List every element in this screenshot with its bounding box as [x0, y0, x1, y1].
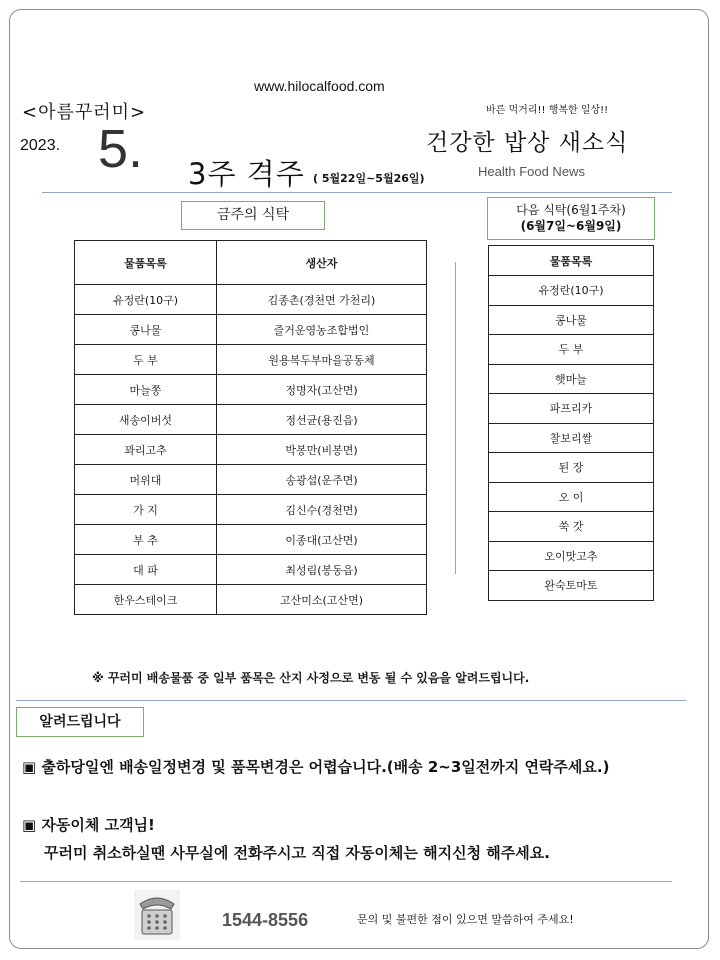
table-row	[75, 435, 427, 465]
producer-cell: 박봉만(비봉면)	[217, 435, 427, 465]
announcement-autopay-title: ▣ 자동이체 고객님!	[22, 816, 155, 834]
item-cell: 두 부	[489, 335, 654, 365]
item-cell: 새송이버섯	[75, 405, 217, 435]
producer-cell: 정명자(고산면)	[217, 375, 427, 405]
website-url[interactable]: www.hilocalfood.com	[254, 78, 385, 94]
table-row	[75, 285, 427, 315]
column-header-items: 물품목록	[489, 246, 654, 276]
table-row	[489, 423, 654, 453]
table-row	[489, 512, 654, 542]
next-week-label	[487, 197, 655, 240]
item-cell: 오 이	[489, 482, 654, 512]
table-row	[75, 315, 427, 345]
item-cell: 된 장	[489, 453, 654, 483]
item-cell: 파프리카	[489, 394, 654, 424]
item-cell: 머위대	[75, 465, 217, 495]
week-dates: ( 5월22일~5월26일)	[313, 172, 425, 185]
item-cell: 콩나물	[489, 305, 654, 335]
producer-cell: 즐거운영농조합법인	[217, 315, 427, 345]
table-row	[489, 482, 654, 512]
column-header-items: 물품목록	[75, 241, 217, 285]
table-row	[489, 453, 654, 483]
item-cell: 부 추	[75, 525, 217, 555]
producer-cell: 김신수(경천면)	[217, 495, 427, 525]
item-cell: 오이맛고추	[489, 541, 654, 571]
table-row	[75, 555, 427, 585]
item-cell: 한우스테이크	[75, 585, 217, 615]
header-divider	[42, 192, 672, 193]
contact-note: 문의 및 불편한 점이 있으면 말씀하여 주세요!	[357, 913, 574, 926]
table-row	[75, 495, 427, 525]
announcements-label: 알려드립니다	[16, 707, 144, 737]
table-row	[75, 585, 427, 615]
this-week-label: 금주의 식탁	[181, 201, 325, 230]
column-header-producer: 생산자	[217, 241, 427, 285]
table-row	[489, 394, 654, 424]
producer-cell: 김종촌(경천면 가천리)	[217, 285, 427, 315]
item-cell: 완숙토마토	[489, 571, 654, 601]
next-week-dates: (6월7일~6월9일)	[520, 219, 622, 233]
next-week-title: 다음 식탁(6월1주차)	[516, 203, 626, 217]
producer-cell: 고산미소(고산면)	[217, 585, 427, 615]
item-cell: 꽈리고추	[75, 435, 217, 465]
table-row	[489, 364, 654, 394]
telephone-icon	[134, 890, 180, 940]
table-row	[75, 405, 427, 435]
producer-cell: 원용복두부마을공동체	[217, 345, 427, 375]
footer-divider	[20, 881, 672, 882]
table-row	[489, 571, 654, 601]
item-cell: 유정란(10구)	[75, 285, 217, 315]
issue-year: 2023.	[20, 137, 61, 154]
table-row	[489, 541, 654, 571]
table-row	[75, 525, 427, 555]
table-row	[489, 305, 654, 335]
table-row	[75, 345, 427, 375]
item-cell: 햇마늘	[489, 364, 654, 394]
notice-divider	[16, 700, 686, 701]
newsletter-subtitle: Health Food News	[478, 164, 585, 179]
this-week-table	[74, 240, 427, 615]
item-cell: 쑥 갓	[489, 512, 654, 542]
issue-month: 5.	[98, 119, 144, 179]
item-cell: 찰보리쌀	[489, 423, 654, 453]
week-title: 3주 격주	[188, 157, 305, 191]
producer-cell: 이종대(고산면)	[217, 525, 427, 555]
item-cell: 두 부	[75, 345, 217, 375]
brand-name: <아름꾸러미>	[22, 102, 147, 123]
producer-cell: 송광섭(운주면)	[217, 465, 427, 495]
table-row	[489, 276, 654, 306]
item-cell: 유정란(10구)	[489, 276, 654, 306]
item-cell: 콩나물	[75, 315, 217, 345]
producer-cell: 최성림(봉동읍)	[217, 555, 427, 585]
item-cell: 대 파	[75, 555, 217, 585]
table-row	[75, 465, 427, 495]
slogan: 바른 먹거리!! 행복한 일상!!	[486, 105, 609, 116]
column-divider	[455, 262, 456, 574]
item-cell: 가 지	[75, 495, 217, 525]
announcement-autopay-body: 꾸러미 취소하실땐 사무실에 전화주시고 직접 자동이체는 해지신청 해주세요.	[44, 844, 550, 862]
phone-number[interactable]: 1544-8556	[222, 910, 309, 930]
next-week-table	[488, 245, 654, 601]
announcement-delivery: ▣ 출하당일엔 배송일정변경 및 품목변경은 어렵습니다.(배송 2~3일전까지 연락주세요.)	[22, 758, 610, 776]
table-row	[489, 335, 654, 365]
substitution-notice: ※ 꾸러미 배송물품 중 일부 품목은 산지 사정으로 변동 될 수 있음을 알려드립니다.	[92, 671, 530, 685]
item-cell: 마늘쫑	[75, 375, 217, 405]
producer-cell: 정선균(용진읍)	[217, 405, 427, 435]
table-row	[75, 375, 427, 405]
newsletter-title: 건강한 밥상 새소식	[426, 130, 629, 156]
